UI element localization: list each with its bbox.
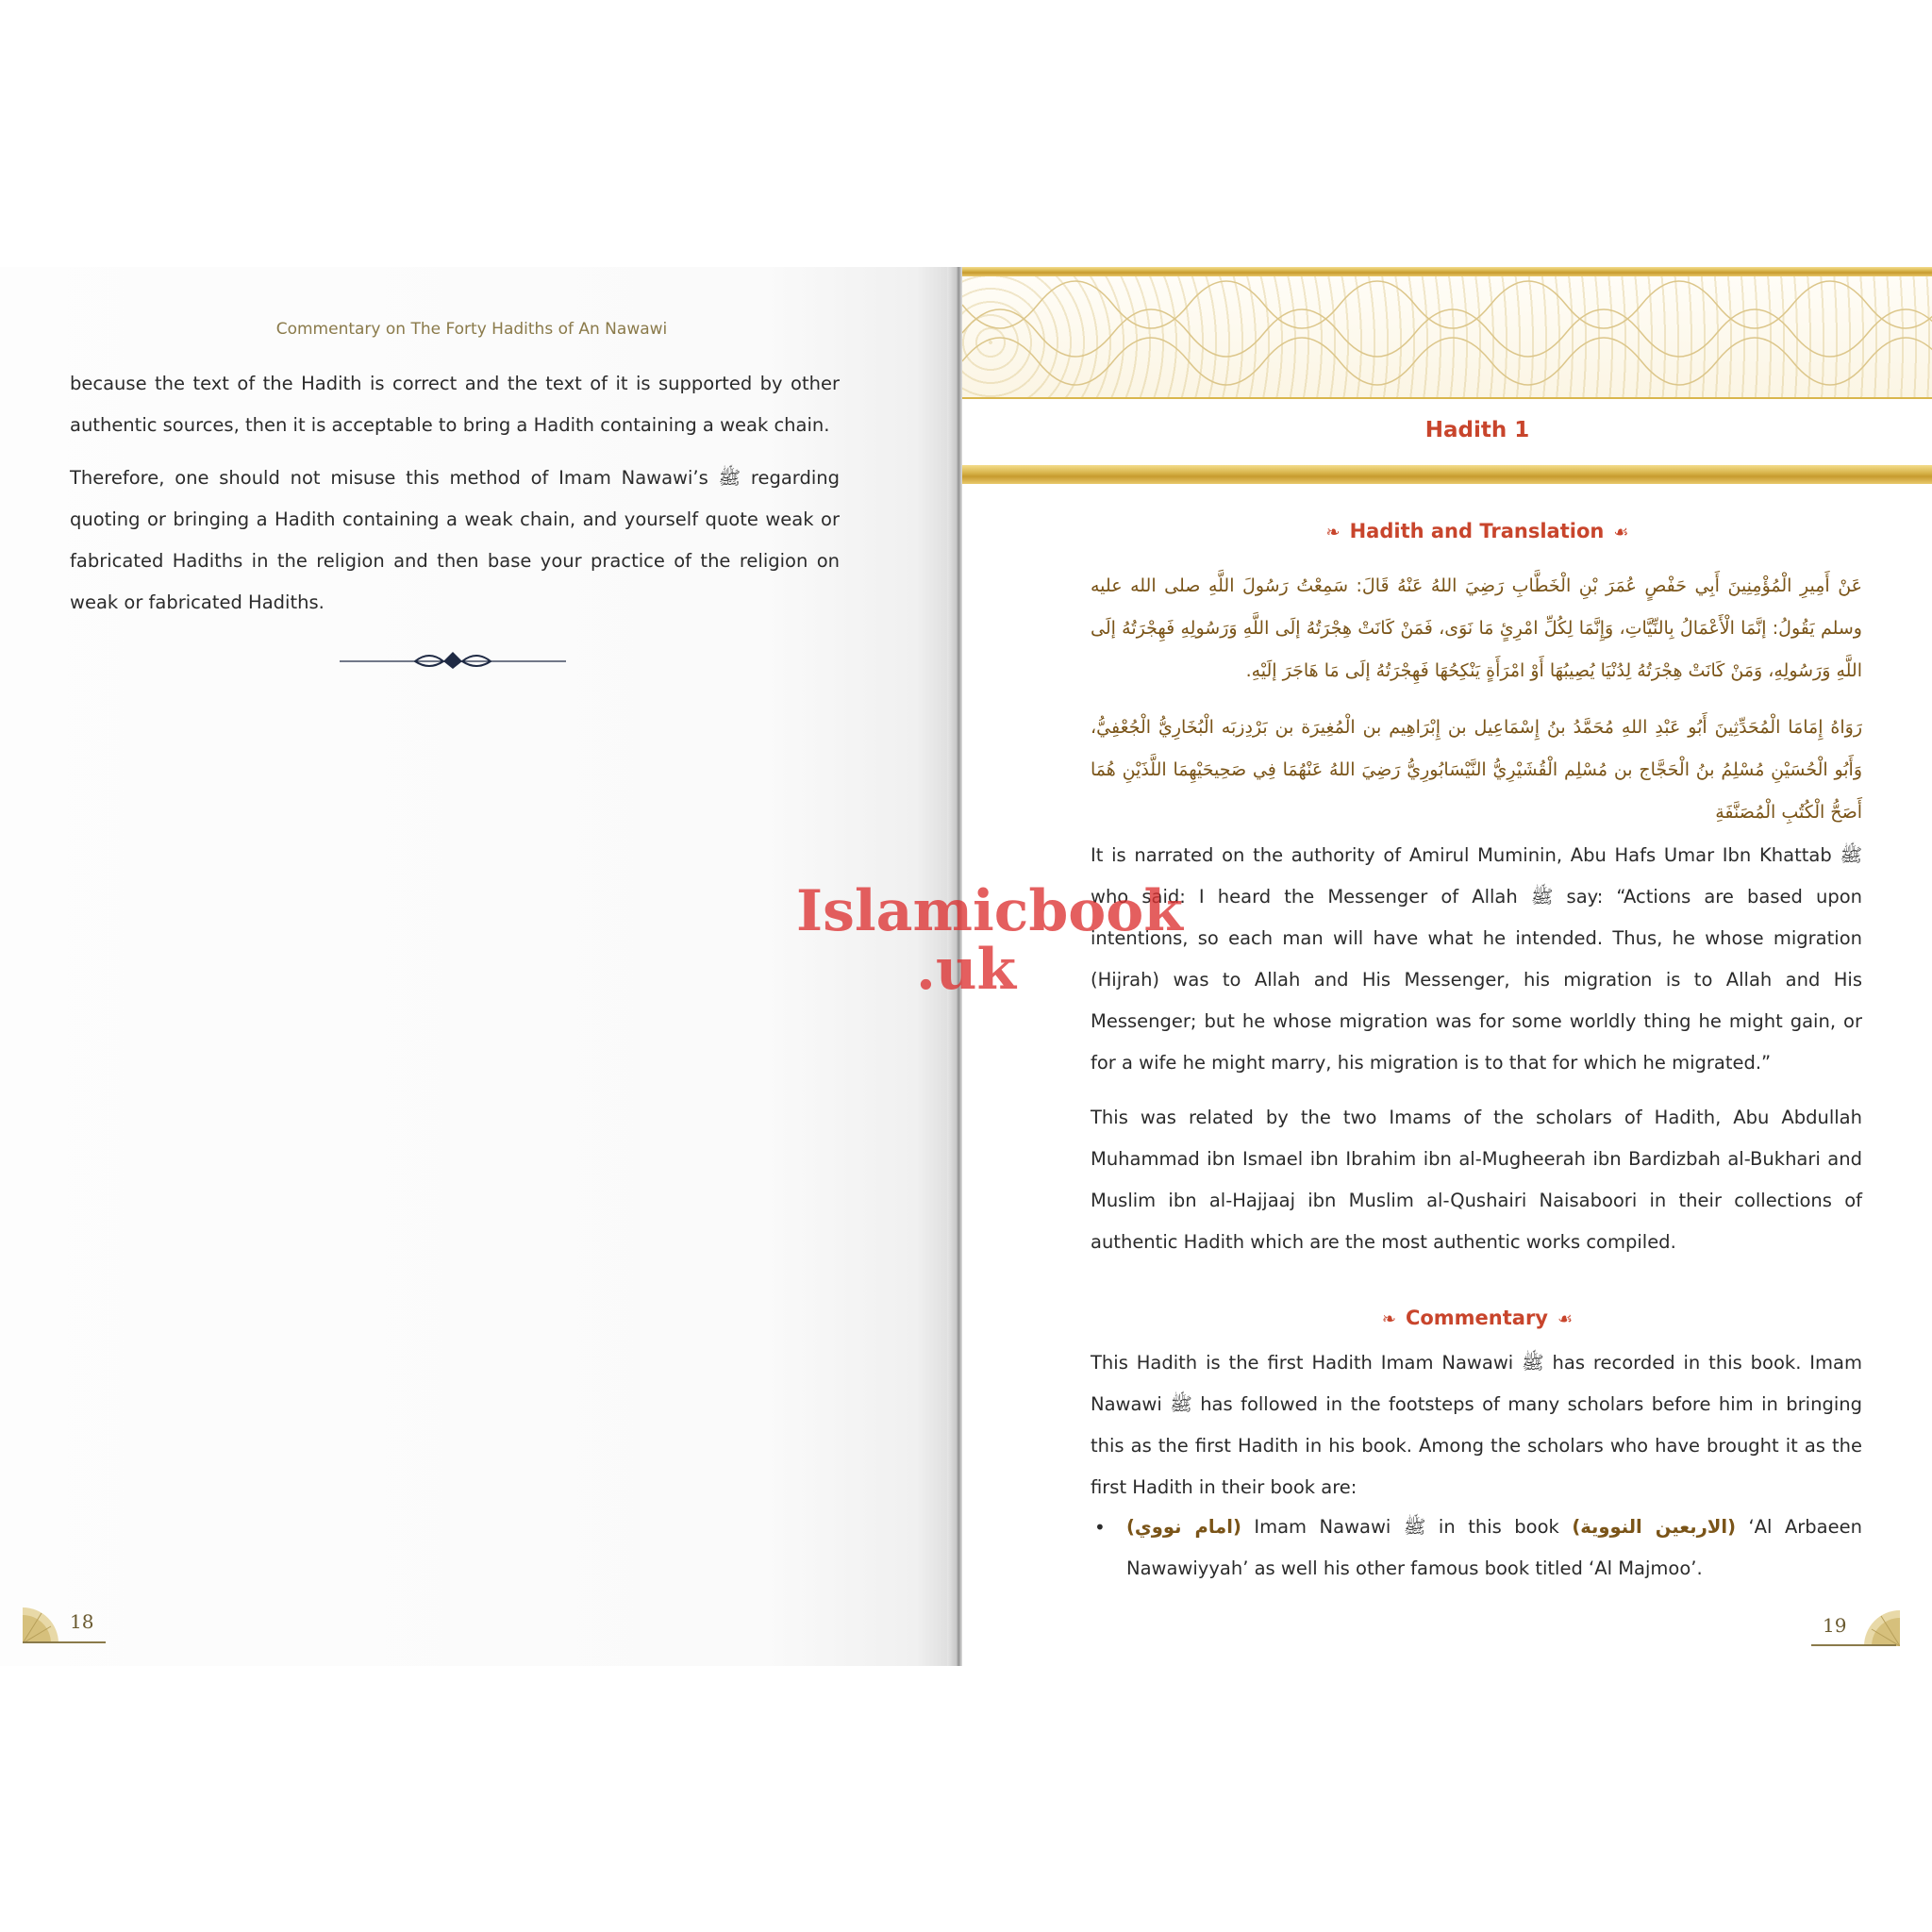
arabic-inline-2: (الاربعين النووية): [1572, 1516, 1736, 1538]
translation-paragraph: It is narrated on the authority of Amirul Muminin, Abu Hafs Umar Ibn Khattab ﷺ who said: I heard the Messenger of Allah ﷺ say: “Actions are based upon intentions, so each man will have what he intended. Thus, he whose migration (Hijrah) was to Allah and His Messenger, his migration is to Allah and His Messenger; but he whose migration was for some worldly thing he might gain, or for a wife he might marry, his migration is to that for which he migrated.”: [1091, 844, 1862, 1074]
section-heading-label: Hadith and Translation: [1349, 520, 1605, 542]
page-number: 18: [70, 1610, 94, 1633]
title-gold-bar: [962, 465, 1932, 484]
bullet-text-2: ‘Al Arbaeen Nawawiyyah’ as well his other famous book titled ‘Al Majmoo’.: [1126, 1516, 1862, 1579]
list-item: [1094, 1507, 1862, 1590]
bullet-text-1: Imam Nawawi ﷺ in this book: [1254, 1516, 1559, 1538]
page-corner-fan-icon: [1855, 1601, 1900, 1646]
ornamental-header-band: [962, 276, 1932, 397]
thin-gold-rule: [962, 397, 1932, 399]
commentary-text: [1091, 1342, 1862, 1522]
top-gold-bar: [962, 267, 1932, 276]
arabic-inline-1: (امام نووي): [1126, 1516, 1241, 1538]
running-head: Commentary on The Forty Hadiths of An Nawawi: [275, 320, 668, 339]
flourish-right-icon: ☙: [1613, 523, 1629, 542]
section-heading-label: Commentary: [1405, 1307, 1548, 1329]
watermark-line-2: .uk: [915, 937, 1017, 1003]
left-page-text: [70, 363, 840, 635]
flourish-left-icon: ❧: [1381, 1309, 1396, 1329]
left-paragraph-2: Therefore, one should not misuse this method of Imam Nawawi’s ﷺ regarding quoting or bringing a Hadith containing a weak chain, and yourself quote weak or fabricated Hadiths in the religion and then base your practice of the religion on weak or fabricated Hadiths.: [70, 467, 840, 613]
page-corner-fan-icon: [23, 1598, 68, 1643]
commentary-paragraph: This Hadith is the first Hadith Imam Nawawi ﷺ has recorded in this book. Imam Nawawi ﷺ has followed in the footsteps of many scholars before him in bringing this as the first Hadith in his book. Among the scholars who have brought it as the first Hadith in their book are:: [1091, 1352, 1862, 1498]
arabic-narration-text: رَوَاهُ إِمَامَا الْمُحَدِّثِينَ أَبُو عَبْدِ اللهِ مُحَمَّدُ بنُ إِسْمَاعِيل بن إِبْرَاهِيم بن الْمُغِيرَة بن بَرْدِزبَه الْبُخَارِيُّ الْجُعْفِيُّ، وَأَبُو الْحُسَيْنِ مُسْلِمُ بنُ الْحَجَّاج بن مُسْلِم الْقُشَيْرِيُّ النَّيْسَابُورِيُّ رَضِيَ اللهُ عَنْهُمَا فِي صَحِيحَيْهِمَا اللَّذَيْنِ هُمَا أَصَحُّ الْكُتُبِ الْمُصَنَّفَةِ: [1091, 717, 1862, 823]
flourish-left-icon: ❧: [1325, 523, 1341, 542]
page-number-rule: [23, 1641, 106, 1643]
page-number: 19: [1823, 1614, 1847, 1637]
related-paragraph: This was related by the two Imams of the scholars of Hadith, Abu Abdullah Muhammad ibn Ismael ibn Ibrahim ibn al-Mugheerah ibn Bardizbah al-Bukhari and Muslim ibn al-Hajjaaj ibn Muslim al-Qushairi Naisaboori in their collections of authentic Hadith which are the most authentic works compiled.: [1091, 1107, 1862, 1253]
ornamental-divider: [340, 646, 566, 675]
flourish-right-icon: ☙: [1557, 1309, 1574, 1329]
hadith-title: Hadith 1: [1424, 418, 1530, 442]
right-page-text: [1091, 835, 1862, 1276]
left-paragraph-1: because the text of the Hadith is correct and the text of it is supported by other authentic sources, then it is acceptable to bring a Hadith containing a weak chain.: [70, 373, 840, 436]
watermark: [796, 878, 1183, 1003]
page-number-rule: [1811, 1644, 1896, 1646]
bullet-icon: •: [1094, 1516, 1106, 1539]
section-heading-hadith-translation: [962, 520, 1932, 542]
watermark-line-1: Islamicbook: [796, 878, 1183, 944]
arabic-hadith-text: عَنْ أَمِيرِ الْمُؤْمِنِينَ أَبِي حَفْصٍ عُمَرَ بْنِ الْخَطَّابِ رَضِيَ اللهُ عَنْهُ قَالَ: سَمِعْتُ رَسُولَ اللَّهِ صلى الله عليه وسلم يَقُولُ: إنَّمَا الْأَعْمَالُ بِالنِّيَّاتِ، وَإِنَّمَا لِكُلِّ امْرِئٍ مَا نَوَى، فَمَنْ كَانَتْ هِجْرَتُهُ إلَى اللَّهِ وَرَسُولِهِ فَهِجْرَتُهُ إلَى اللَّهِ وَرَسُولِهِ، وَمَنْ كَانَتْ هِجْرَتُهُ لِدُنْيَا يُصِيبُهَا أَوْ امْرَأَةٍ يَنْكِحُهَا فَهِجْرَتُهُ إلَى مَا هَاجَرَ إلَيْهِ.: [1091, 575, 1862, 681]
arabesque-pattern-icon: [962, 276, 1932, 397]
section-heading-commentary: [962, 1307, 1932, 1329]
